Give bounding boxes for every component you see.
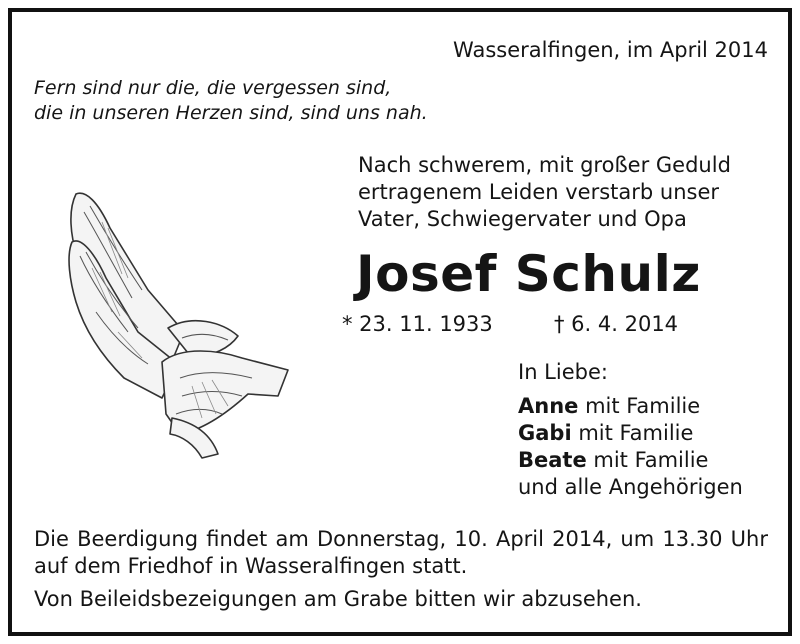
mourner-name: Beate — [518, 448, 587, 472]
death-date: † 6. 4. 2014 — [554, 312, 679, 336]
intro-line: ertragenem Leiden verstarb unser — [358, 180, 719, 204]
obituary-notice — [8, 8, 792, 636]
motto-line: Fern sind nur die, die vergessen sind, — [34, 77, 392, 99]
mourner-suffix: mit Familie — [571, 421, 694, 445]
funeral-info — [34, 526, 768, 613]
mourners-list — [518, 359, 743, 501]
intro-line: Vater, Schwiegervater und Opa — [358, 207, 687, 231]
place-date: Wasseralfingen, im April 2014 — [453, 38, 768, 62]
mourner-entry — [518, 393, 743, 420]
funeral-text: Die Beerdigung findet am Donnerstag, 10. April 2014, um 13.30 Uhr auf dem Friedhof in Wasseralfingen statt. — [34, 527, 768, 578]
mourners-label: In Liebe: — [518, 360, 608, 384]
deceased-name: Josef Schulz — [356, 245, 701, 303]
mourner-entry — [518, 447, 743, 474]
motto — [34, 76, 428, 126]
praying-hands-icon — [52, 182, 292, 462]
mourner-suffix: mit Familie — [578, 394, 701, 418]
mourner-suffix: mit Familie — [586, 448, 709, 472]
mourner-name: Anne — [518, 394, 579, 418]
motto-line: die in unseren Herzen sind, sind uns nah. — [34, 102, 428, 124]
life-dates — [342, 312, 679, 336]
intro-text — [358, 152, 731, 233]
mourners-closing: und alle Angehörigen — [518, 475, 743, 499]
mourner-name: Gabi — [518, 421, 572, 445]
mourner-entry — [518, 420, 743, 447]
condolence-note: Von Beileidsbezeigungen am Grabe bitten wir abzusehen. — [34, 587, 642, 611]
intro-line: Nach schwerem, mit großer Geduld — [358, 153, 731, 177]
birth-date: * 23. 11. 1933 — [342, 312, 493, 336]
